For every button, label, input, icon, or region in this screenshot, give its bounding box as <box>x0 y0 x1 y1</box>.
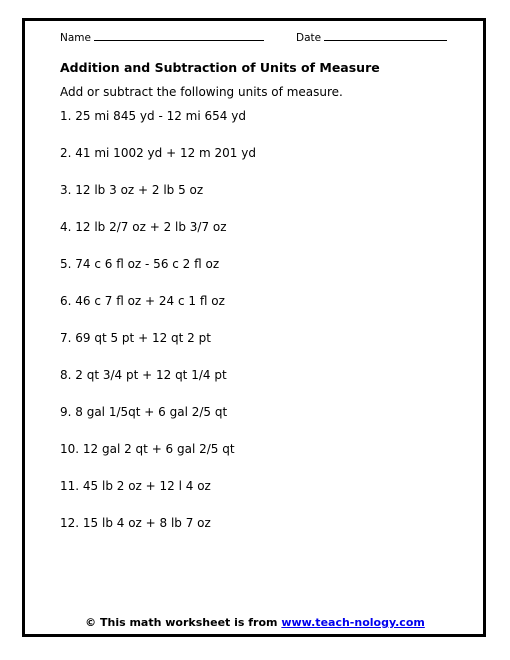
footer-text: © This math worksheet is from <box>85 616 278 629</box>
problem-6: 6. 46 c 7 fl oz + 24 c 1 fl oz <box>60 294 225 308</box>
problem-1: 1. 25 mi 845 yd - 12 mi 654 yd <box>60 109 246 123</box>
problem-5: 5. 74 c 6 fl oz - 56 c 2 fl oz <box>60 257 220 271</box>
date-field <box>296 30 447 44</box>
date-blank-line <box>324 30 447 41</box>
problem-12: 12. 15 lb 4 oz + 8 lb 7 oz <box>60 516 211 530</box>
footer-link[interactable]: www.teach-nology.com <box>281 616 425 629</box>
date-label: Date <box>296 32 322 44</box>
problem-4: 4. 12 lb 2/7 oz + 2 lb 3/7 oz <box>60 220 227 234</box>
problem-2: 2. 41 mi 1002 yd + 12 m 201 yd <box>60 146 256 160</box>
problem-7: 7. 69 qt 5 pt + 12 qt 2 pt <box>60 331 211 345</box>
name-label: Name <box>60 32 91 44</box>
worksheet-instructions: Add or subtract the following units of measure. <box>60 85 343 99</box>
name-blank-line <box>94 30 264 41</box>
problem-9: 9. 8 gal 1/5qt + 6 gal 2/5 qt <box>60 405 228 419</box>
problem-list <box>60 109 256 553</box>
worksheet-title: Addition and Subtraction of Units of Measure <box>60 60 380 75</box>
problem-11: 11. 45 lb 2 oz + 12 l 4 oz <box>60 479 211 493</box>
name-field <box>60 30 264 44</box>
problem-3: 3. 12 lb 3 oz + 2 lb 5 oz <box>60 183 204 197</box>
footer <box>0 616 510 629</box>
problem-8: 8. 2 qt 3/4 pt + 12 qt 1/4 pt <box>60 368 227 382</box>
problem-10: 10. 12 gal 2 qt + 6 gal 2/5 qt <box>60 442 235 456</box>
